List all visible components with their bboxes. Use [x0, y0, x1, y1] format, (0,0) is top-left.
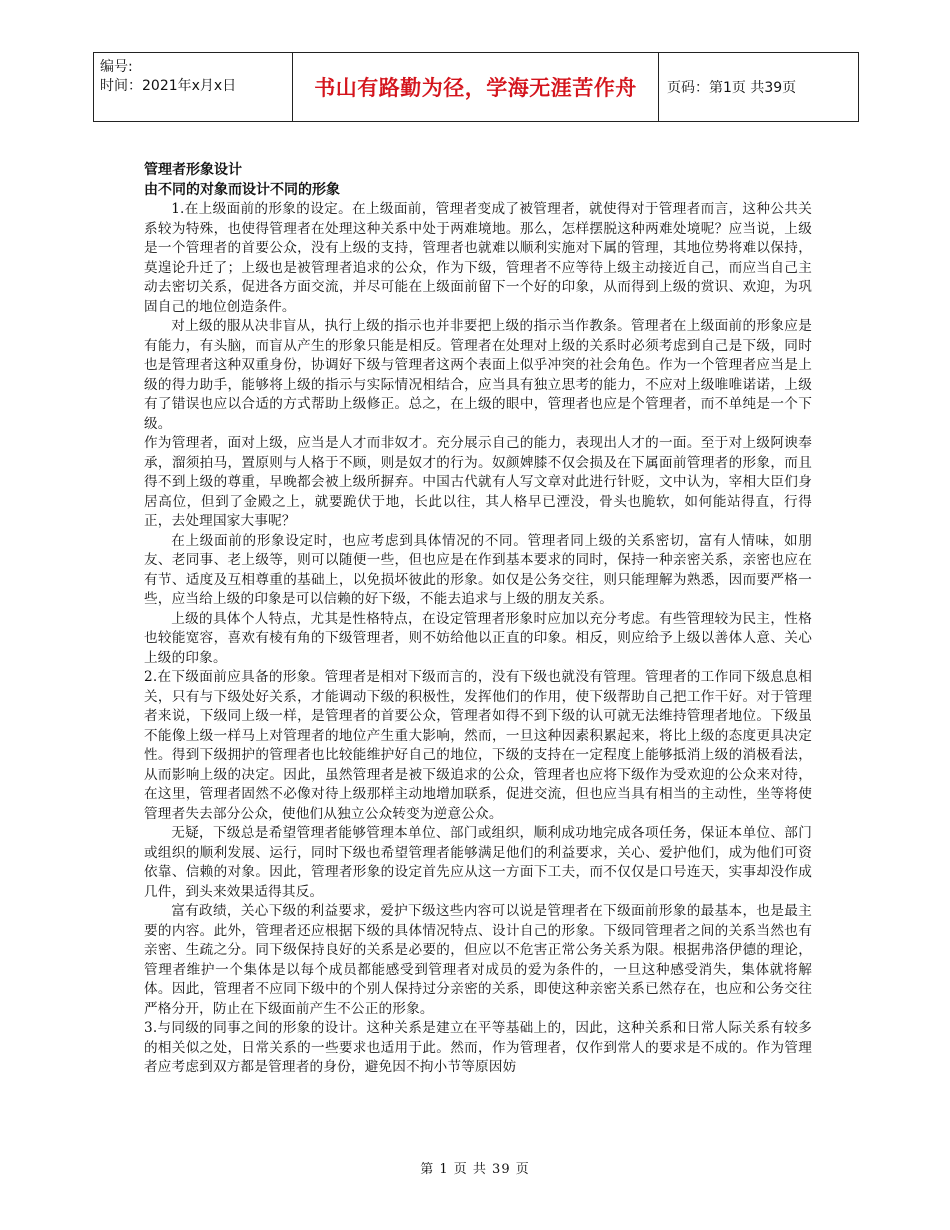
- document-number-label: 编号:: [100, 59, 133, 75]
- header-meta-cell: [94, 53, 293, 122]
- header-page-info: 页码：第1页 共39页: [659, 53, 859, 122]
- paragraph-7: 无疑，下级总是希望管理者能够管理本单位、部门或组织，顺利成功地完成各项任务，保证本单位、部门或组织的顺利发展、运行，同时下级也希望管理者能够满足他们的利益要求，关心、爱护他们，成为他们可资依靠、信赖的对象。因此，管理者形象的设定首先应从这一方面下工夫，而不仅仅是口号连天，实事却没作成几件，到头来效果适得其反。: [144, 825, 812, 900]
- document-date-label: 时间：2021年x月x日: [100, 78, 237, 94]
- paragraph-5: 上级的具体个人特点，尤其是性格特点，在设定管理者形象时应加以充分考虑。有些管理较为民主，性格也较能宽容，喜欢有棱有角的下级管理者，则不妨给他以正直的印象。相反，则应给予上级以善体人意、关心上级的印象。: [144, 610, 812, 666]
- document-body: [144, 160, 812, 1078]
- paragraph-2: 对上级的服从决非盲从，执行上级的指示也并非要把上级的指示当作教条。管理者在上级面前的形象应是有能力，有头脑，而盲从产生的形象只能是相反。管理者在处理对上级的关系时必须考虑到自己是下级，同时也是管理者这种双重身份，协调好下级与管理者这两个表面上似乎冲突的社会角色。作为一个管理者应当是上级的得力助手，能够将上级的指示与实际情况相结合，应当具有独立思考的能力，不应对上级唯唯诺诺，上级有了错误也应以合适的方式帮助上级修正。总之，在上级的眼中，管理者也应是个管理者，而不单纯是一个下级。: [144, 318, 812, 432]
- header-motto: 书山有路勤为径，学海无涯苦作舟: [293, 53, 659, 122]
- paragraph-9: 3.与同级的同事之间的形象的设计。这种关系是建立在平等基础上的，因此，这种关系和日常人际关系有较多的相关似之处，日常关系的一些要求也适用于此。然而，作为管理者，仅作到常人的要求是不成的。作为管理者应考虑到双方都是管理者的身份，避免因不拘小节等原因妨: [144, 1020, 812, 1075]
- paragraph-4: 在上级面前的形象设定时，也应考虑到具体情况的不同。管理者同上级的关系密切，富有人情味，如朋友、老同事、老上级等，则可以随便一些，但也应是在作到基本要求的同时，保持一种亲密关系，亲密也应在有节、适度及互相尊重的基础上，以免损坏彼此的形象。如仅是公务交往，则只能理解为熟悉，因而要严格一些，应当给上级的印象是可以信赖的好下级，不能去追求与上级的朋友关系。: [144, 532, 812, 607]
- document-title: 管理者形象设计: [144, 162, 242, 178]
- paragraph-6: 2.在下级面前应具备的形象。管理者是相对下级而言的，没有下级也就没有管理。管理者的工作同下级息息相关，只有与下级处好关系，才能调动下级的积极性，发挥他们的作用，使下级帮助自己把工作干好。对于管理者来说，下级同上级一样，是管理者的首要公众，管理者如得不到下级的认可就无法维持管理者地位。下级虽不能像上级一样马上对管理者的地位产生重大影响，然而，一旦这种因素积累起来，将比上级的态度更具决定性。得到下级拥护的管理者也比较能维护好自己的地位，下级的支持在一定程度上能够抵消上级的消极看法，从而影响上级的决定。因此，虽然管理者是被下级追求的公众，管理者也应将下级作为受欢迎的公众来对待，在这里，管理者固然不必像对待上级那样主动地增加联系，促进交流，但也应当具有相当的主动性，坐等将使管理者失去部分公众，使他们从独立公众转变为逆意公众。: [144, 669, 812, 822]
- document-subtitle: 由不同的对象而设计不同的形象: [144, 182, 340, 198]
- paragraph-3: 作为管理者，面对上级，应当是人才而非奴才。充分展示自己的能力，表现出人才的一面。至于对上级阿谀奉承，溜须拍马，置原则与人格于不顾，则是奴才的行为。奴颜婢膝不仅会损及在下属面前管理者的形象，而且得不到上级的尊重，早晚都会被上级所摒弃。中国古代就有人写文章对此进行针贬，文中认为，宰相大臣们身居高位，但到了金殿之上，就要跪伏于地，长此以往，其人格早已湮没，骨头也脆软，如何能站得直，行得正，去处理国家大事呢？: [144, 435, 812, 529]
- header-table: [93, 52, 859, 122]
- paragraph-8: 富有政绩，关心下级的利益要求，爱护下级这些内容可以说是管理者在下级面前形象的最基本，也是最主要的内容。此外，管理者还应根据下级的具体情况特点、设计自己的形象。下级同管理者之间的关系当然也有亲密、生疏之分。同下级保持良好的关系是必要的，但应以不危害正常公务关系为限。根据弗洛伊德的理论，管理者维护一个集体是以每个成员都能感受到管理者对成员的爱为条件的，一旦这种感受消失，集体就将解体。因此，管理者不应同下级中的个别人保持过分亲密的关系，即使这种亲密关系已然存在，也应和公务交往严格分开，防止在下级面前产生不公正的形象。: [144, 903, 812, 1017]
- paragraph-1: 1.在上级面前的形象的设定。在上级面前，管理者变成了被管理者，就使得对于管理者而言，这种公共关系较为特殊，也使得管理者在处理这种关系中处于两难境地。那么，怎样摆脱这种两难处境呢？应当说，上级是一个管理者的首要公众，没有上级的支持，管理者也就难以顺利实施对下属的管理，其地位势将难以保持，莫遑论升迁了；上级也是被管理者追求的公众，作为下级，管理者不应等待上级主动接近自己，而应当自己主动去密切关系，促进各方面交流，并尽可能在上级面前留下一个好的印象，从而得到上级的赏识、欢迎，为巩固自己的地位创造条件。: [144, 201, 812, 315]
- page-footer: 第 1 页 共 39 页: [420, 1162, 530, 1177]
